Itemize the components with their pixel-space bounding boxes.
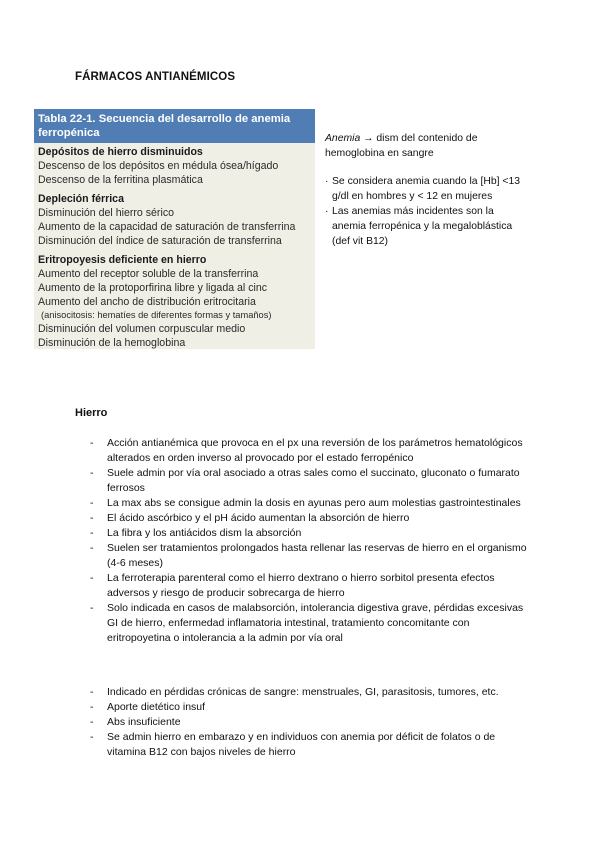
list-item-text: La fibra y los antiácidos dism la absorción	[107, 527, 302, 539]
table-row: (anisocitosis: hematíes de diferentes formas y tamaños)	[41, 310, 272, 320]
list-item-text: Abs insuficiente	[107, 716, 181, 728]
list-item-text: La ferroterapia parenteral como el hierro dextrano o hierro sorbitol presenta efectos adversos y riesgo de producir sobrecarga de hierro	[107, 572, 495, 599]
table-header: Tabla 22-1. Secuencia del desarrollo de anemia ferropénica	[34, 109, 315, 143]
table-figure	[34, 109, 315, 349]
list-item	[90, 541, 530, 571]
anemia-points	[325, 174, 525, 249]
table-row: Descenso de la ferritina plasmática	[38, 174, 203, 186]
list-item	[90, 685, 530, 700]
list-item	[325, 174, 525, 204]
anemia-definition	[325, 131, 525, 161]
page-title: FÁRMACOS ANTIANÉMICOS	[75, 71, 236, 83]
list-item	[90, 496, 530, 511]
dash-marker: -	[90, 686, 94, 698]
table-body	[34, 143, 315, 350]
table-section-title: Depleción férrica	[38, 193, 124, 205]
list-item-text: Suele admin por vía oral asociado a otras sales como el succinato, gluconato o fumarato ferrosos	[107, 467, 520, 494]
table-row: Aumento de la capacidad de saturación de transferrina	[38, 221, 296, 233]
dash-marker: -	[90, 572, 94, 584]
bullet-marker: ·	[325, 176, 329, 187]
table-section-title: Depósitos de hierro disminuidos	[38, 146, 203, 158]
list-item	[90, 436, 530, 466]
table-row: Descenso de los depósitos en médula ósea/hígado	[38, 160, 279, 172]
section-title: Hierro	[75, 407, 108, 419]
table-row: Aumento del ancho de distribución eritrocitaria	[38, 296, 256, 308]
hierro-list	[90, 436, 530, 646]
list-item-text: Solo indicada en casos de malabsorción, intolerancia digestiva grave, pérdidas excesivas GI de hierro, enfermedad inflamatoria intestinal, tratamiento concomitante con eritropoyetina o intolerancia a la admin por vía oral	[107, 602, 524, 644]
arrow-symbol: →	[360, 133, 377, 144]
table-row: Disminución del índice de saturación de transferrina	[38, 235, 282, 247]
dash-marker: -	[90, 542, 94, 554]
dash-marker: -	[90, 512, 94, 524]
table-row: Disminución de la hemoglobina	[38, 337, 186, 349]
list-item-text: La max abs se consigue admin la dosis en ayunas pero aum molestias gastrointestinales	[107, 497, 521, 509]
dash-marker: -	[90, 467, 94, 479]
list-item-text: Las anemias más incidentes son la anemia ferropénica y la megaloblástica (def vit B12)	[332, 206, 513, 247]
table-row: Aumento de la protoporfirina libre y ligada al cinc	[38, 282, 268, 294]
list-item-text: Indicado en pérdidas crónicas de sangre: menstruales, GI, parasitosis, tumores, etc.	[107, 686, 499, 698]
dash-marker: -	[90, 437, 94, 449]
table-row: Aumento del receptor soluble de la transferrina	[38, 268, 259, 280]
dash-marker: -	[90, 527, 94, 539]
bullet-marker: ·	[325, 206, 329, 217]
list-item-text: El ácido ascórbico y el pH ácido aumentan la absorción de hierro	[107, 512, 410, 524]
definition-text: dism del contenido de hemoglobina en sangre	[325, 133, 478, 159]
dash-marker: -	[90, 731, 94, 743]
list-item	[90, 466, 530, 496]
list-item-text: Aporte dietético insuf	[107, 701, 206, 713]
list-item	[90, 700, 530, 715]
list-item-text: Se considera anemia cuando la [Hb] <13 g/dl en hombres y < 12 en mujeres	[332, 176, 521, 202]
indication-list	[90, 685, 530, 760]
list-item	[90, 730, 530, 760]
list-item	[325, 204, 525, 249]
list-item	[90, 601, 530, 646]
list-item-text: Se admin hierro en embarazo y en individuos con anemia por déficit de folatos o de vitamina B12 con bajos niveles de hierro	[107, 731, 496, 758]
list-item-text: Acción antianémica que provoca en el px una reversión de los parámetros hematológicos alterados en orden inverso al provocado por el estado ferropénico	[107, 437, 523, 464]
anemia-term: Anemia	[325, 133, 361, 144]
dash-marker: -	[90, 716, 94, 728]
list-item	[90, 571, 530, 601]
list-item	[90, 511, 530, 526]
dash-marker: -	[90, 701, 94, 713]
dash-marker: -	[90, 602, 94, 614]
list-item	[90, 715, 530, 730]
table-section-title: Eritropoyesis deficiente en hierro	[38, 254, 207, 266]
table-row: Disminución del volumen corpuscular medio	[38, 323, 246, 335]
table-row: Disminución del hierro sérico	[38, 207, 175, 219]
list-item	[90, 526, 530, 541]
list-item-text: Suelen ser tratamientos prolongados hasta rellenar las reservas de hierro en el organismo (4-6 meses)	[107, 542, 527, 569]
dash-marker: -	[90, 497, 94, 509]
anemia-note	[325, 131, 525, 249]
